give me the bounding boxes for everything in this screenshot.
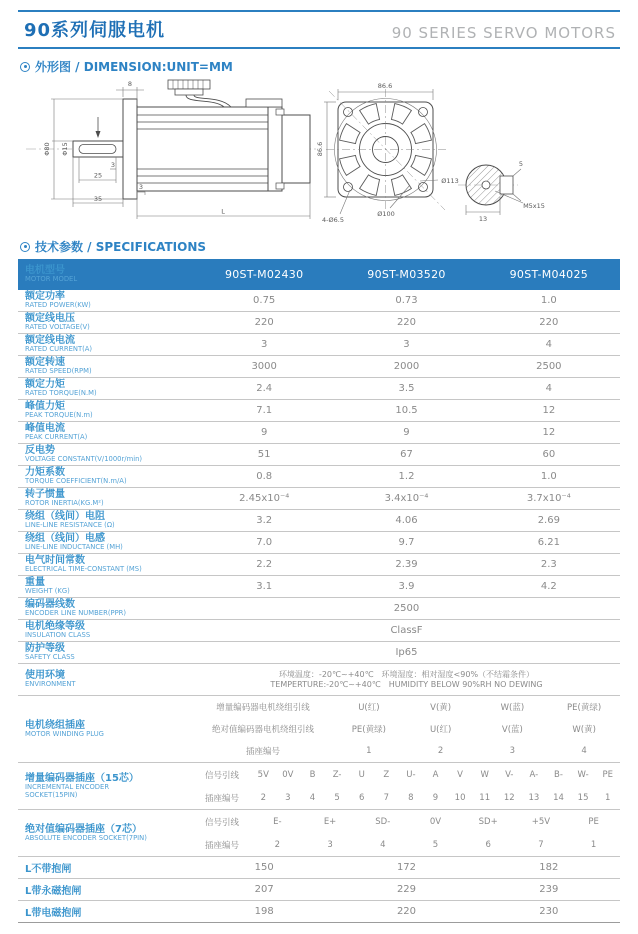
winding-row: 插座编号 1 2 3 4	[245, 746, 587, 757]
spec-value: 9.7	[398, 537, 415, 548]
spec-table	[18, 259, 620, 923]
spec-value: 12	[542, 405, 556, 416]
spec-value: 7.0	[256, 537, 273, 548]
table-row: 额定力矩 RATED TORQUE(N.M) 2.4 3.5 4	[18, 378, 620, 400]
table-row: 绕组（线间）电阻 LINE-LINE RESISTANCE (Ω) 3.2 4.06 2.69	[18, 510, 620, 532]
spec-value: 60	[542, 449, 556, 460]
spec-value: 1.0	[540, 471, 557, 482]
spec-value: 3.2	[256, 515, 273, 526]
spec-value: 4.06	[395, 515, 418, 526]
winding-row: 增量编码器电机绕组引线 U(红) V(黄) W(蓝) PE(黄绿)	[216, 703, 602, 713]
table-row: 额定线电压 RATED VOLTAGE(V) 220 220 220	[18, 312, 620, 334]
spec-value: 3.4x10⁻⁴	[384, 493, 429, 504]
spec-value: 220	[539, 317, 559, 328]
dim-dia80: Φ80	[43, 142, 51, 156]
environment-text: 环境温度：-20℃~+40℃ 环境湿度：相对湿度<90%（不结霜条件） TEMPERTURE:-20℃~+40℃ HUMIDITY BELOW 90%RH NO DEWING	[270, 669, 543, 689]
spec-value: 2.4	[256, 383, 273, 394]
dim-tap: M5x15	[523, 202, 545, 210]
shaft-end-view	[458, 165, 518, 205]
spec-value: 0.8	[256, 471, 273, 482]
dim-L: L	[221, 207, 225, 216]
dim-key3: 3	[110, 161, 116, 169]
spec-value: 4	[545, 339, 552, 350]
span-value: Ip65	[395, 647, 418, 658]
table-row: 峰值电流 PEAK CURRENT(A) 9 9 12	[18, 422, 620, 444]
spec-value: 0.73	[395, 295, 418, 306]
spec-value: 3.1	[256, 581, 273, 592]
winding-plug-group: 电机绕组插座 MOTOR WINDING PLUG 增量编码器电机绕组引线 U(红) V(黄) W(蓝) PE(黄绿) 绝对值编码器电机绕组引线 PE(黄绿) U(红) V(蓝) W(黄) 插座编号 1 2 3 4	[18, 696, 620, 763]
abs-signal-row: 信号引线 E- E+ SD- 0V SD+ +5V PE	[204, 816, 599, 828]
page-title-cn: 90系列伺服电机	[24, 20, 166, 41]
length-row: L带电磁抱闸 198 220 230	[18, 901, 620, 923]
page-title-en: 90 SERIES SERVO MOTORS	[391, 24, 616, 42]
spec-value: 67	[400, 449, 413, 460]
dim-dia113: Ø113	[441, 177, 459, 185]
side-view	[26, 80, 316, 199]
incremental-encoder-group: 增量编码器插座（15芯） INCREMENTAL ENCODER SOCKET(15PIN) 信号引线 5V 0V B Z- U Z U- A V W V- A- B- W- PE 插座编号 2 3 4 5 6 7 8 9 10 11 12 13 14 15 1	[18, 763, 620, 810]
spec-value: 1.2	[398, 471, 415, 482]
spec-value: 9	[403, 427, 410, 438]
model-name-3: 90ST-M04025	[509, 268, 589, 281]
dim-holes: 4-Ø6.5	[322, 216, 344, 224]
spec-value: 51	[257, 449, 271, 460]
table-row-span: 编码器线数 ENCODER LINE NUMBER(PPR) 2500	[18, 598, 620, 620]
model-name-1: 90ST-M02430	[224, 268, 304, 281]
dimension-section-label	[20, 58, 620, 75]
table-row: 电气时间常数 ELECTRICAL TIME-CONSTANT (MS) 2.2 2.39 2.3	[18, 554, 620, 576]
dimension-section-text: 外形图 / DIMENSION:UNIT=MM	[35, 60, 233, 74]
inc-pin-row: 插座编号 2 3 4 5 6 7 8 9 10 11 12 13 14 15 1	[204, 792, 611, 804]
dim-key-width: 5	[518, 160, 524, 168]
dim-key-flat: 13	[478, 215, 488, 223]
spec-value: 2.2	[256, 559, 273, 570]
span-value: ClassF	[390, 625, 423, 636]
specs-section-label	[20, 238, 620, 255]
table-row: 力矩系数 TORQUE COEFFICIENT(N.m/A) 0.8 1.2 1.0	[18, 466, 620, 488]
dim-8: 8	[127, 80, 133, 88]
spec-value: 4.2	[540, 581, 557, 592]
dim-dia100: Ø100	[377, 210, 395, 218]
table-row: 重量 WEIGHT (KG) 3.1 3.9 4.2	[18, 576, 620, 598]
spec-value: 2.69	[537, 515, 560, 526]
spec-value: 220	[396, 317, 417, 328]
spec-value: 3.7x10⁻⁴	[526, 493, 571, 504]
model-header-label: 电机型号 MOTOR MODEL	[25, 265, 78, 284]
spec-value: 2500	[536, 361, 562, 372]
winding-row: 绝对值编码器电机绕组引线 PE(黄绿) U(红) V(蓝) W(黄)	[211, 725, 596, 735]
length-row: L不带抱闸 150 172 182	[18, 857, 620, 879]
spec-value: 220	[254, 317, 274, 328]
header-rule	[18, 47, 620, 49]
spec-value: 7.1	[256, 405, 273, 416]
datasheet-page	[0, 10, 638, 923]
spec-value: 2.3	[540, 559, 557, 570]
table-row: 额定线电流 RATED CURRENT(A) 3 3 4	[18, 334, 620, 356]
spec-value: 3	[403, 339, 410, 350]
dim-flange3: 3	[138, 183, 144, 191]
spec-value: 1.0	[540, 295, 557, 306]
spec-value: 3.5	[398, 383, 415, 394]
dim-front-width: 86.6	[377, 82, 393, 90]
spec-value: 2.39	[395, 559, 418, 570]
spec-value: 12	[542, 427, 556, 438]
spec-value: 2.45x10⁻⁴	[239, 493, 290, 504]
spec-value: 6.21	[537, 537, 560, 548]
spec-value: 3.9	[398, 581, 415, 592]
spec-value: 3000	[251, 361, 277, 372]
table-row: 反电势 VOLTAGE CONSTANT(V/1000r/min) 51 67 60	[18, 444, 620, 466]
abs-pin-row: 插座编号 2 3 4 5 6 7 1	[204, 839, 597, 851]
inc-signal-row: 信号引线 5V 0V B Z- U Z U- A V W V- A- B- W- PE	[204, 769, 613, 781]
spec-value: 2000	[393, 361, 420, 372]
front-view	[326, 89, 446, 210]
table-row: 转子惯量 ROTOR INERTIA(KG.M²) 2.45x10⁻⁴ 3.4x10⁻⁴ 3.7x10⁻⁴	[18, 488, 620, 510]
spec-value: 3	[260, 339, 268, 350]
table-row: 绕组（线间）电感 LINE-LINE INDUCTANCE (MH) 7.0 9.7 6.21	[18, 532, 620, 554]
motor-dimension-drawing	[18, 77, 620, 229]
absolute-encoder-group: 绝对值编码器插座（7芯） ABSOLUTE ENCODER SOCKET(7PIN) 信号引线 E- E+ SD- 0V SD+ +5V PE 插座编号 2 3 4 5 6 7 1	[18, 810, 620, 857]
table-row: 额定功率 RATED POWER(KW) 0.75 0.73 1.0	[18, 290, 620, 312]
spec-value: 4	[545, 383, 552, 394]
spec-value: 0.75	[253, 295, 276, 306]
spec-value: 9	[260, 427, 268, 438]
table-row-span: 防护等级 SAFETY CLASS Ip65	[18, 642, 620, 664]
specs-section-text: 技术参数 / SPECIFICATIONS	[35, 240, 207, 254]
dim-35: 35	[93, 195, 103, 203]
dim-dia15: Φ15	[61, 142, 69, 156]
bullet-icon	[20, 242, 30, 252]
table-header-row	[18, 259, 620, 290]
dim-front-height: 86.6	[316, 141, 324, 157]
table-row: 额定转速 RATED SPEED(RPM) 3000 2000 2500	[18, 356, 620, 378]
table-row-span: 电机绝缘等级 INSULATION CLASS ClassF	[18, 620, 620, 642]
dim-25: 25	[93, 171, 103, 180]
environment-row: 使用环境 ENVIRONMENT 环境温度：-20℃~+40℃ 环境湿度：相对湿度<90%（不结霜条件） TEMPERTURE:-20℃~+40℃ HUMIDITY BELOW 90%RH NO DEWING	[18, 664, 620, 696]
span-value: 2500	[393, 603, 420, 614]
model-name-2: 90ST-M03520	[367, 268, 446, 281]
page-header	[18, 12, 620, 44]
table-row: 峰值力矩 PEAK TORQUE(N.m) 7.1 10.5 12	[18, 400, 620, 422]
bullet-icon	[20, 62, 30, 72]
spec-value: 10.5	[395, 405, 418, 416]
length-row: L带永磁抱闸 207 229 239	[18, 879, 620, 901]
